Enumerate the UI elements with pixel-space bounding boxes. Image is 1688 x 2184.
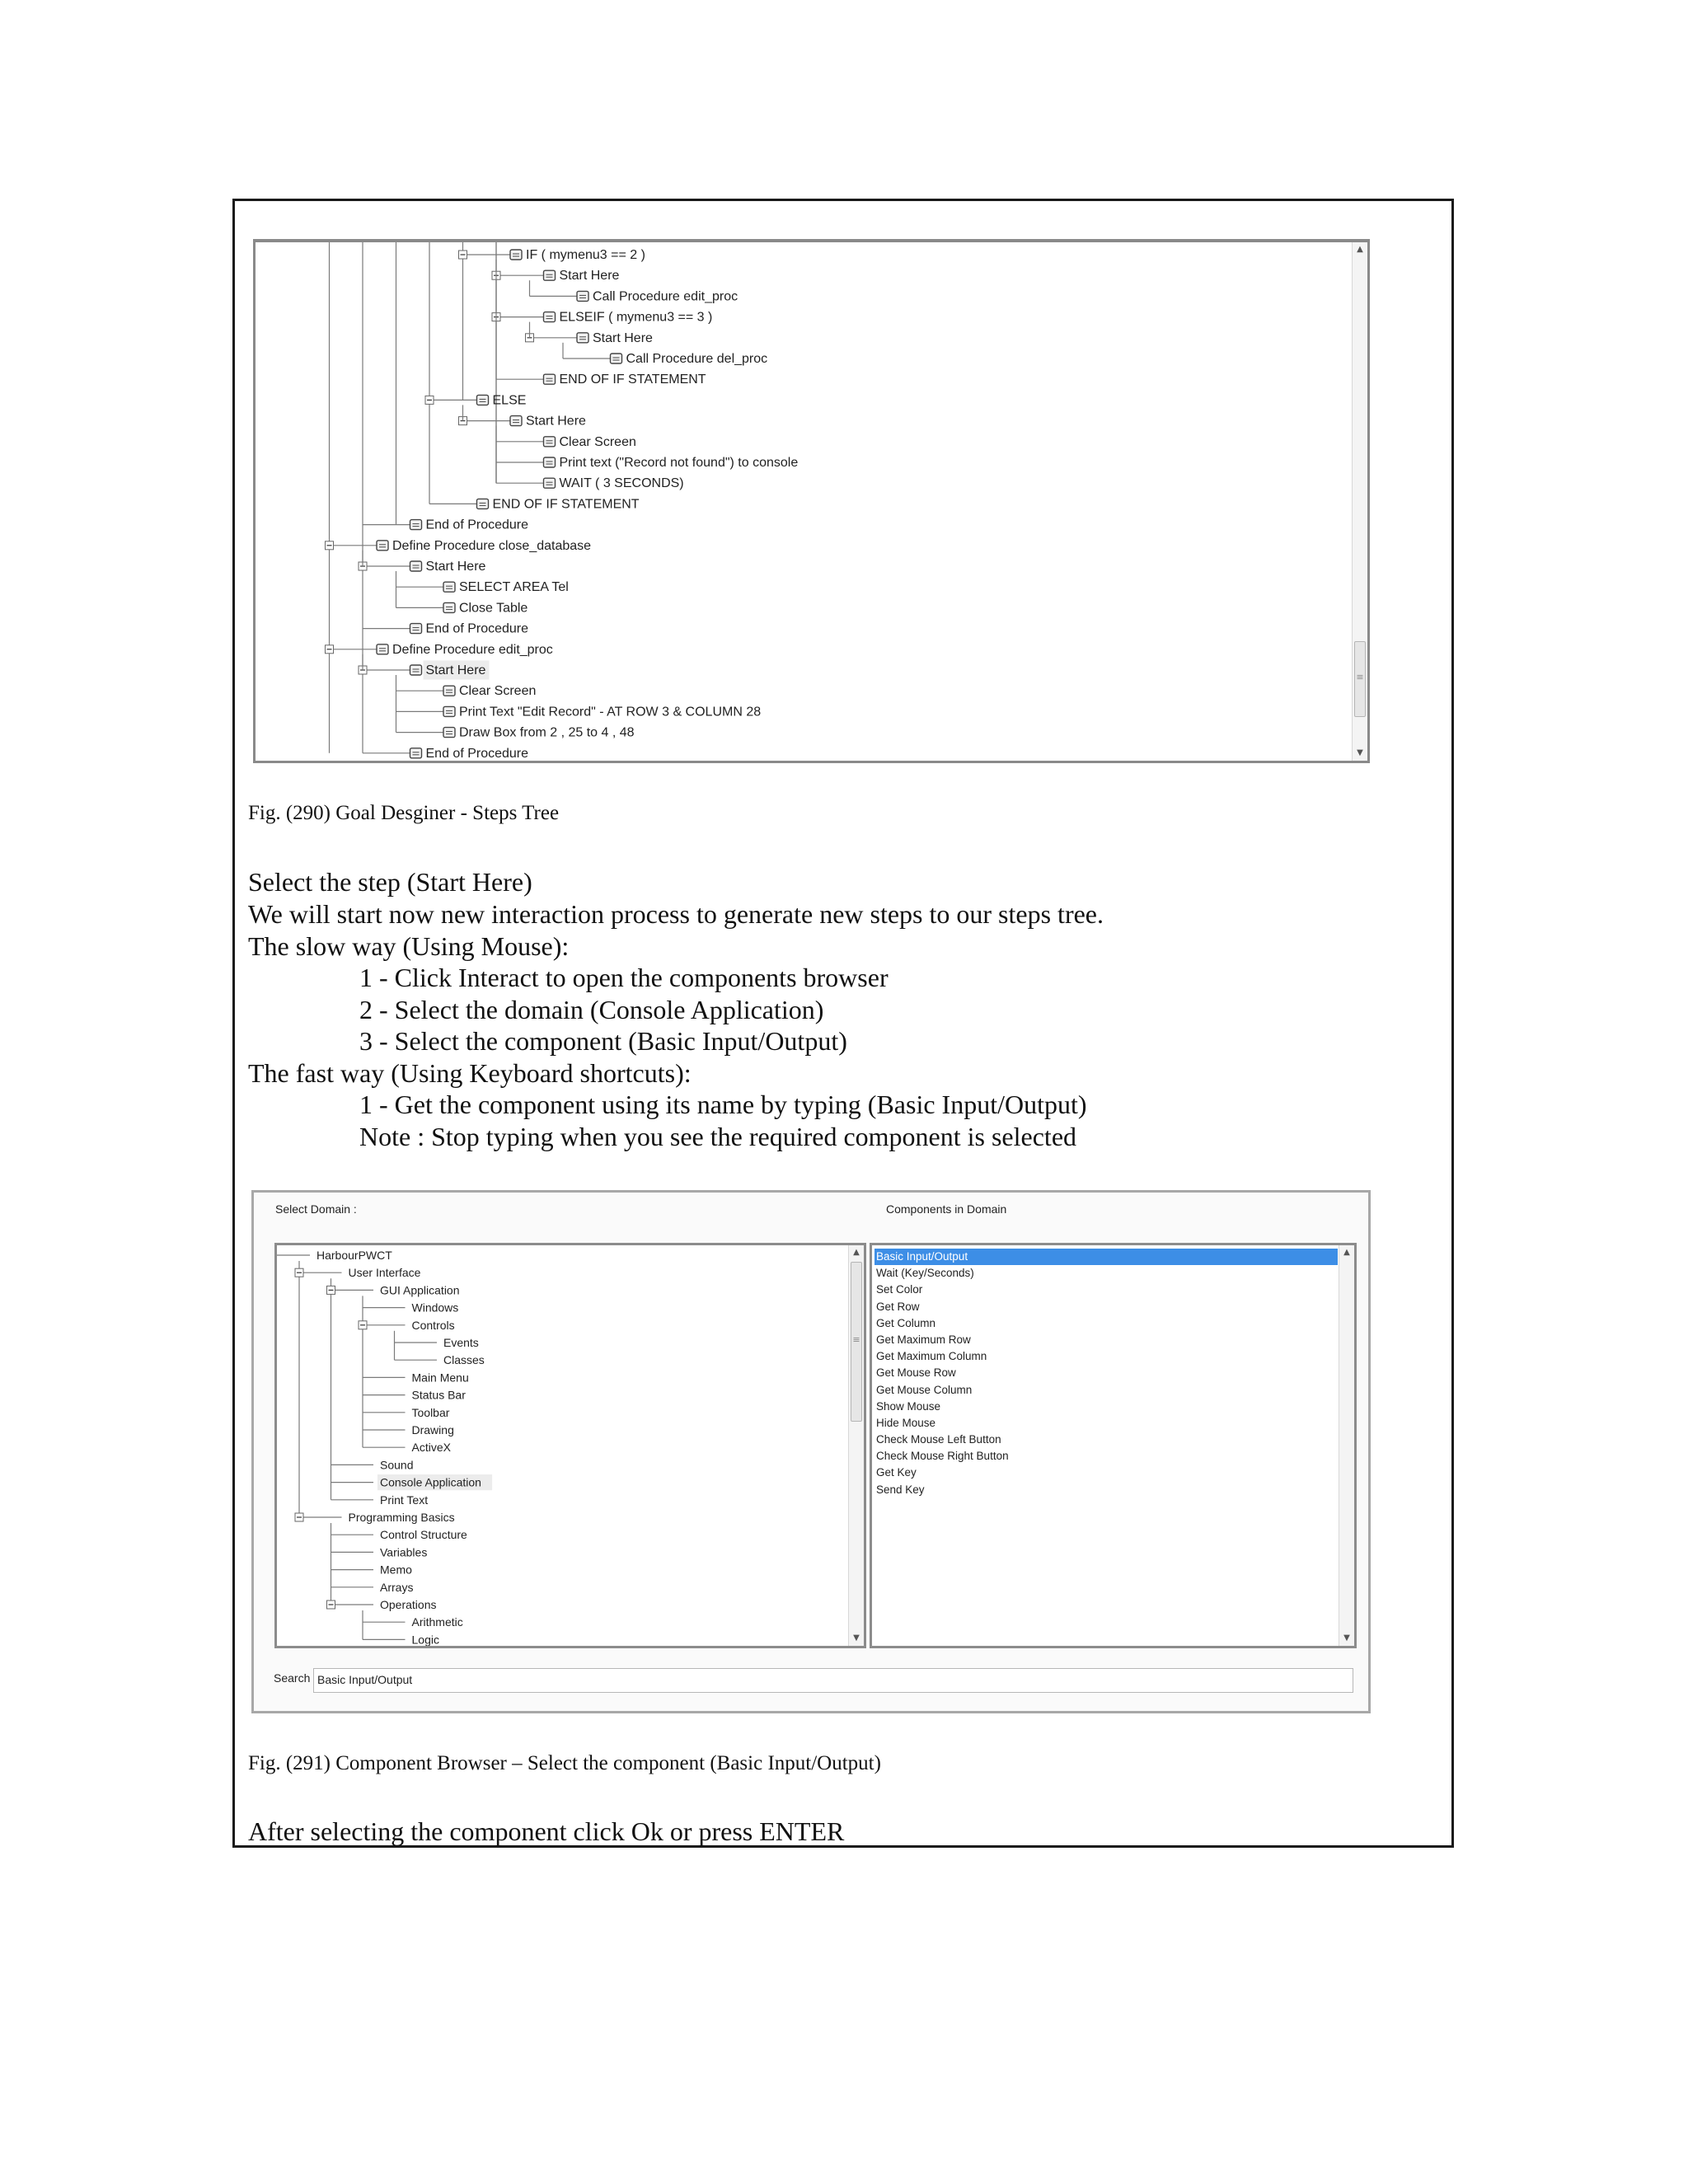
component-item[interactable]: Get Mouse Column [876, 1383, 973, 1396]
components-list[interactable] [874, 1249, 1338, 1498]
domain-tree-item[interactable]: Main Menu [411, 1371, 469, 1385]
step-node-icon [544, 437, 556, 447]
scroll-up-arrow-icon[interactable]: ▲ [1357, 245, 1363, 254]
tree-node-label[interactable]: Start Here [593, 330, 653, 345]
domain-tree-item[interactable]: Variables [380, 1545, 428, 1559]
component-item[interactable]: Check Mouse Right Button [876, 1450, 1009, 1463]
expand-toggle-icon[interactable] [295, 1268, 303, 1277]
tree-node-label[interactable]: Close Table [459, 601, 528, 616]
instruction-note: Note : Stop typing when you see the required component is selected [359, 1122, 1077, 1151]
step-node-icon [477, 395, 489, 405]
component-item[interactable]: Hide Mouse [876, 1416, 936, 1429]
figure-290-caption: Fig. (290) Goal Desginer - Steps Tree [248, 802, 560, 824]
scroll-down-arrow-icon[interactable]: ▼ [1343, 1633, 1350, 1643]
component-item[interactable]: Show Mouse [876, 1399, 941, 1413]
step-node-icon [611, 354, 622, 363]
components-in-domain-label: Components in Domain [886, 1202, 1007, 1216]
component-item[interactable]: Basic Input/Output [874, 1249, 1338, 1265]
tree-node-label[interactable]: Clear Screen [459, 684, 537, 699]
step-node-icon [443, 602, 455, 612]
step-node-icon [510, 416, 522, 426]
select-domain-label: Select Domain : [275, 1202, 357, 1216]
domain-tree-item[interactable]: Windows [411, 1301, 459, 1315]
tree-node-label[interactable]: End of Procedure [425, 518, 529, 532]
domain-tree-item[interactable]: Logic [411, 1633, 439, 1646]
tree-node-label[interactable]: End of Procedure [425, 746, 529, 761]
component-item[interactable]: Get Mouse Row [876, 1366, 956, 1380]
scroll-down-arrow-icon[interactable]: ▼ [853, 1633, 860, 1643]
instruction-select-step: Select the step (Start Here) [248, 867, 532, 897]
tree-node-label[interactable]: END OF IF STATEMENT [492, 497, 640, 512]
expand-toggle-icon[interactable] [425, 396, 434, 404]
expand-toggle-icon[interactable] [359, 1321, 367, 1329]
tree-node-label[interactable]: Start Here [526, 414, 586, 429]
tree-node-label[interactable]: IF ( mymenu3 == 2 ) [526, 248, 645, 262]
domain-tree-item[interactable]: Sound [380, 1458, 414, 1472]
components-list-scrollbar[interactable] [1339, 1245, 1354, 1646]
instruction-fast-step-1: 1 - Get the component using its name by typing (Basic Input/Output) [359, 1090, 1087, 1119]
step-node-icon [510, 250, 522, 260]
step-node-icon [544, 270, 556, 280]
components-list-box[interactable] [870, 1243, 1357, 1648]
component-browser [251, 1190, 1371, 1713]
tree-node-label[interactable]: Clear Screen [559, 434, 636, 449]
component-item[interactable]: Get Column [876, 1316, 936, 1329]
component-item[interactable]: Wait (Key/Seconds) [876, 1267, 974, 1280]
scroll-down-arrow-icon[interactable]: ▼ [1357, 748, 1363, 757]
domain-tree-item[interactable]: GUI Application [380, 1283, 460, 1297]
expand-toggle-icon[interactable] [327, 1601, 335, 1609]
domain-tree-item[interactable]: User Interface [348, 1266, 421, 1280]
domain-tree-item[interactable]: Toolbar [411, 1405, 450, 1419]
step-node-icon [410, 748, 422, 758]
component-item[interactable]: Set Color [876, 1283, 923, 1296]
expand-toggle-icon[interactable] [459, 251, 467, 259]
step-node-icon [544, 478, 556, 488]
expand-toggle-icon[interactable] [295, 1513, 303, 1521]
domain-tree-item[interactable]: Console Application [380, 1475, 481, 1489]
step-node-icon [544, 312, 556, 322]
steps-tree-panel[interactable] [253, 239, 1370, 763]
scroll-up-arrow-icon[interactable]: ▲ [1343, 1248, 1350, 1257]
instruction-fast-way-heading: The fast way (Using Keyboard shortcuts): [248, 1058, 692, 1088]
scroll-up-arrow-icon[interactable]: ▲ [853, 1248, 860, 1257]
tree-node-label[interactable]: Start Here [559, 269, 620, 284]
component-item[interactable]: Get Key [876, 1466, 917, 1479]
step-node-icon [443, 728, 455, 738]
step-node-icon [443, 706, 455, 716]
expand-toggle-icon[interactable] [327, 1286, 335, 1294]
domain-tree-item[interactable]: Drawing [411, 1423, 454, 1436]
component-item[interactable]: Send Key [876, 1483, 925, 1496]
tree-node-label[interactable]: Start Here [425, 663, 486, 677]
domain-tree-item[interactable]: Print Text [380, 1493, 429, 1507]
step-node-icon [410, 665, 422, 675]
step-node-icon [443, 686, 455, 696]
step-node-icon [377, 644, 388, 654]
step-node-icon [410, 624, 422, 634]
domain-tree-item[interactable]: HarbourPWCT [316, 1249, 392, 1262]
scroll-thumb[interactable] [1354, 641, 1366, 717]
step-node-icon [477, 499, 489, 509]
tree-node-label[interactable]: Define Procedure close_database [392, 538, 592, 553]
tree-node-label[interactable]: Print text ("Record not found") to console [559, 456, 799, 470]
domain-tree-box[interactable] [274, 1243, 866, 1648]
component-item[interactable]: Get Row [876, 1300, 920, 1313]
tree-node-label[interactable]: Start Here [425, 560, 486, 574]
tree-node-label[interactable]: Define Procedure edit_proc [392, 642, 553, 657]
tree-node-label[interactable]: Call Procedure del_proc [626, 352, 768, 366]
domain-tree-item[interactable]: Classes [443, 1353, 485, 1367]
domain-tree-item[interactable]: Memo [380, 1563, 412, 1577]
step-node-icon [377, 541, 388, 551]
search-input[interactable]: Basic Input/Output [313, 1668, 1353, 1693]
search-label: Search [274, 1671, 311, 1685]
step-node-icon [577, 333, 588, 343]
tree-node-label[interactable]: Draw Box from 2 , 25 to 4 , 48 [459, 725, 635, 740]
domain-tree-scrollbar[interactable] [848, 1245, 864, 1646]
domain-tree-item[interactable]: Arithmetic [411, 1615, 463, 1629]
instruction-slow-way-heading: The slow way (Using Mouse): [248, 931, 570, 961]
step-node-icon [410, 561, 422, 571]
tree-node-label[interactable]: Print Text "Edit Record" - AT ROW 3 & COLUMN 28 [459, 705, 762, 719]
expand-toggle-icon[interactable] [326, 645, 334, 654]
tree-node-label[interactable]: END OF IF STATEMENT [559, 373, 706, 387]
steps-tree-scrollbar[interactable] [1352, 242, 1367, 761]
scroll-thumb[interactable] [851, 1262, 862, 1422]
step-node-icon [544, 374, 556, 384]
step-node-icon [544, 457, 556, 467]
instruction-slow-step-1: 1 - Click Interact to open the components browser [359, 963, 889, 992]
domain-tree-item[interactable]: Control Structure [380, 1528, 467, 1542]
closing-instruction: After selecting the component click Ok or press ENTER [248, 1816, 845, 1846]
instruction-slow-step-3: 3 - Select the component (Basic Input/Output) [359, 1026, 847, 1056]
domain-tree-item[interactable]: Events [443, 1336, 479, 1349]
tree-node-label[interactable]: SELECT AREA Tel [459, 580, 569, 595]
domain-tree[interactable] [277, 1245, 847, 1646]
tree-node-label[interactable]: Call Procedure edit_proc [593, 289, 738, 304]
domain-tree-item[interactable]: Programming Basics [348, 1511, 455, 1524]
tree-node-label[interactable]: End of Procedure [425, 621, 529, 636]
domain-tree-item[interactable]: Arrays [380, 1580, 414, 1594]
tree-node-label[interactable]: ELSE [492, 393, 527, 408]
domain-tree-item[interactable]: Operations [380, 1598, 437, 1611]
domain-tree-item[interactable]: Status Bar [411, 1388, 466, 1402]
expand-toggle-icon[interactable] [326, 541, 334, 550]
instruction-intro: We will start now new interaction process to generate new steps to our steps tree. [248, 899, 1104, 929]
component-item[interactable]: Get Maximum Row [876, 1333, 971, 1346]
component-item[interactable]: Get Maximum Column [876, 1350, 987, 1363]
domain-tree-item[interactable]: ActiveX [411, 1441, 451, 1455]
figure-291-caption: Fig. (291) Component Browser – Select the component (Basic Input/Output) [248, 1752, 881, 1774]
component-item[interactable]: Check Mouse Left Button [876, 1433, 1001, 1446]
step-node-icon [577, 291, 588, 301]
tree-node-label[interactable]: ELSEIF ( mymenu3 == 3 ) [559, 310, 713, 325]
steps-tree[interactable] [256, 242, 1352, 763]
domain-tree-item[interactable]: Controls [411, 1318, 455, 1332]
instruction-slow-step-2: 2 - Select the domain (Console Application) [359, 995, 824, 1024]
step-node-icon [443, 582, 455, 592]
step-node-icon [410, 520, 422, 530]
tree-node-label[interactable]: WAIT ( 3 SECONDS) [559, 476, 684, 491]
